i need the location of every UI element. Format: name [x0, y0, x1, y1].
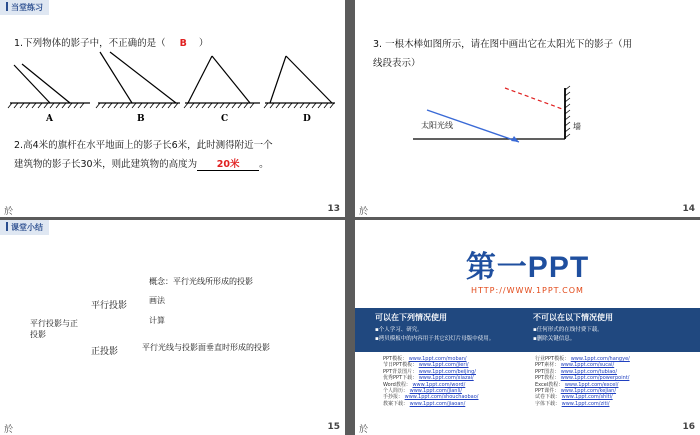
list-item[interactable]: 手抄报： www.1ppt.com/shouchaobao/: [383, 394, 479, 401]
shadow-diagrams: [0, 0, 345, 217]
slide-14-thumbnail[interactable]: [355, 0, 700, 217]
footer-symbol: 於: [359, 425, 369, 435]
usage-band: [355, 308, 700, 352]
list-item[interactable]: 字体下载： www.1ppt.com/ziti/: [535, 400, 610, 407]
footer-symbol: 於: [359, 207, 369, 217]
page-number: 16: [682, 422, 695, 432]
option-a-label: A: [46, 114, 53, 124]
wall-label: 墙: [573, 122, 581, 131]
logo-text: 第一PPT: [465, 251, 590, 284]
section-tag: 当堂练习: [0, 0, 49, 15]
list-item[interactable]: PPT图表： www.1ppt.com/tubiao/: [535, 368, 618, 375]
option-d-label: D: [303, 114, 311, 124]
list-item[interactable]: Excel教程： www.1ppt.com/excel/: [535, 381, 619, 388]
question-3-line-2: 线段表示）: [373, 58, 421, 69]
slide-15-thumbnail[interactable]: [0, 220, 345, 435]
list-item[interactable]: Word教程： www.1ppt.com/word/: [383, 381, 466, 388]
option-c-label: C: [221, 114, 229, 124]
footer-symbol: 於: [4, 425, 14, 435]
summary-root: 平行投影与正投影: [30, 319, 78, 339]
question-2-line-2: 建筑物的影子长30米，则此建筑物的高度为 20米 。: [14, 156, 269, 171]
slide-footer: [0, 421, 345, 435]
left-resource-list: [383, 356, 478, 407]
slide-footer: [355, 203, 700, 217]
list-item[interactable]: PPT素材： www.1ppt.com/sucai/: [535, 362, 615, 369]
section-tag: 课堂小结: [0, 220, 49, 235]
option-b-label: B: [137, 114, 145, 124]
orthographic-projection-label: 正投影: [91, 347, 119, 357]
drawing-method-item: 画法: [149, 296, 165, 305]
list-item[interactable]: 优秀PPT下载： www.1ppt.com/xiazai/: [383, 375, 474, 382]
allowed-line: ▪个人学习、研究。: [375, 327, 423, 333]
list-item[interactable]: PPT教程： www.1ppt.com/powerpoint/: [535, 375, 630, 382]
ppt-logo: [355, 242, 700, 295]
page-number: 13: [327, 204, 340, 214]
page-number: 15: [327, 422, 340, 432]
footer-symbol: 於: [4, 207, 14, 217]
forbidden-line: ▪任何形式的在线付费下载。: [533, 327, 603, 333]
list-item[interactable]: 教案下载： www.1ppt.com/jiaoan/: [383, 400, 466, 407]
list-item[interactable]: 行业PPT模板： www.1ppt.com/hangye/: [535, 356, 630, 362]
sunlight-label: 太阳光线: [421, 121, 453, 130]
slide-footer: [355, 421, 700, 435]
page-number: 14: [682, 204, 695, 214]
right-resource-list: [535, 356, 630, 407]
allowed-title: 可以在下列情况使用: [375, 313, 447, 322]
orthographic-description: 平行光线与投影面垂直时形成的投影: [142, 343, 270, 352]
concept-item: 概念：平行光线所形成的投影: [149, 277, 253, 286]
calculation-item: 计算: [149, 316, 165, 325]
question-1: 1.下列物体的影子中，不正确的是（ B ）: [14, 38, 209, 49]
allowed-line: ▪拷贝模板中的内容用于其它幻灯片母版中使用。: [375, 336, 495, 342]
slide-footer: [0, 203, 345, 217]
parallel-projection-label: 平行投影: [91, 301, 128, 311]
list-item[interactable]: 节日PPT模板： www.1ppt.com/jieri/: [383, 362, 469, 369]
forbidden-line: ▪删除关键信息。: [533, 336, 576, 342]
slide-16-thumbnail[interactable]: [355, 220, 700, 435]
question-3-line-1: 3. 一根木棒如图所示，请在图中画出它在太阳光下的影子（用: [373, 39, 633, 50]
list-item[interactable]: 试卷下载： www.1ppt.com/shiti/: [535, 394, 613, 401]
forbidden-title: 不可以在以下情况使用: [533, 313, 613, 322]
list-item[interactable]: PPT模板： www.1ppt.com/moban/: [383, 356, 467, 362]
logo-url: HTTP://WWW.1PPT.COM: [471, 286, 584, 295]
list-item[interactable]: 个人简历： www.1ppt.com/jianli/: [383, 388, 462, 395]
list-item[interactable]: PPT课件： www.1ppt.com/kejian/: [535, 388, 617, 395]
question-2-line-1: 2.高4米的旗杆在水平地面上的影子长6米，此时测得附近一个: [14, 140, 273, 151]
list-item[interactable]: PPT背景图片： www.1ppt.com/beijing/: [383, 368, 476, 375]
slide-13-thumbnail[interactable]: [0, 0, 345, 217]
stick-shadow-diagram: [355, 0, 700, 217]
